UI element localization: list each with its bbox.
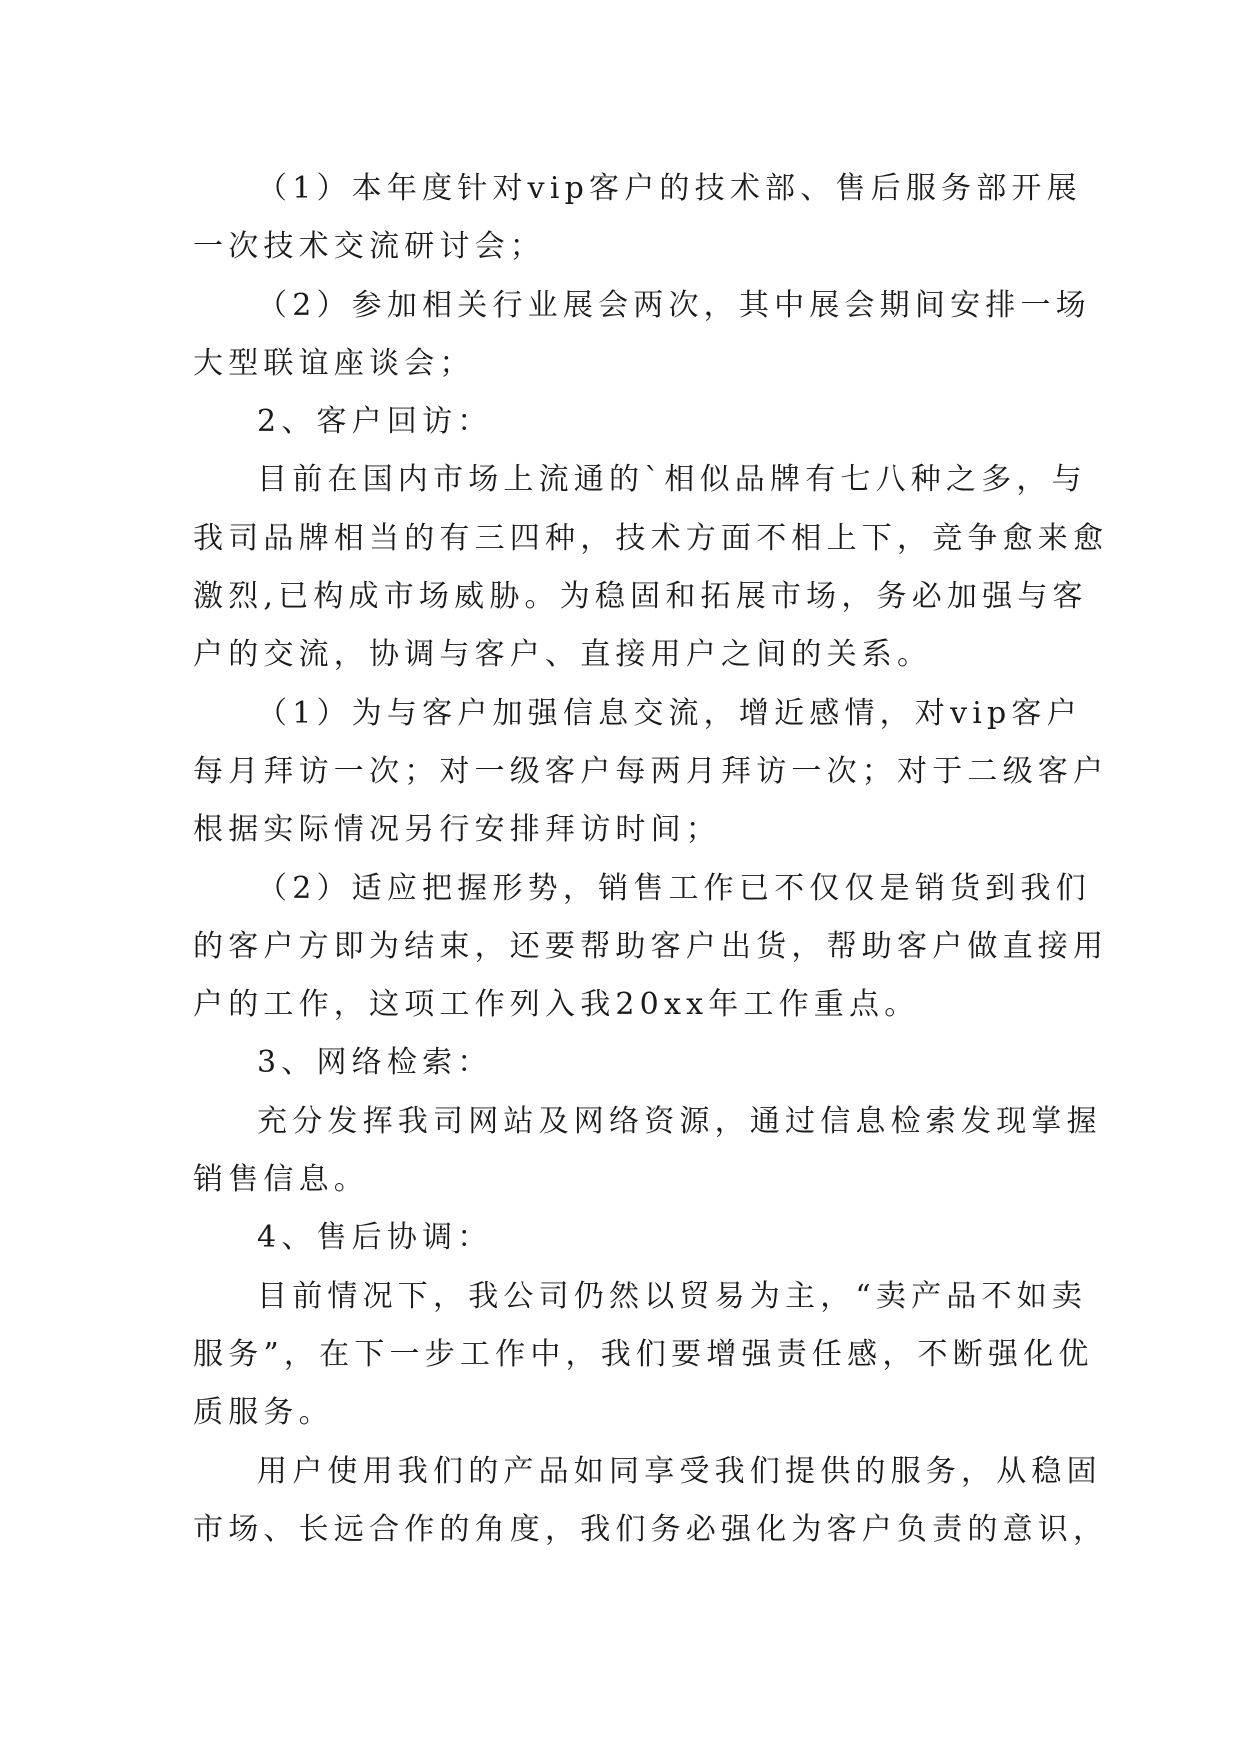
section-heading: 4、售后协调： [257,1220,493,1256]
paragraph-line: 质服务。 [193,1395,334,1431]
paragraph-line: 目前在国内市场上流通的`相似品牌有七八种之多，与 [257,462,1087,498]
paragraph-line: （2）参加相关行业展会两次，其中展会期间安排一场 [257,287,1091,323]
paragraph-line: 根据实际情况另行安排拜访时间； [193,812,721,848]
paragraph-line: 服务”，在下一步工作中，我们要增强责任感，不断强化优 [193,1336,1094,1372]
paragraph-line: 的客户方即为结束，还要帮助客户出货，帮助客户做直接用 [193,928,1109,964]
document-body [193,160,1109,1559]
section-heading: 2、客户回访： [257,404,493,440]
paragraph-line: 市场、长远合作的角度，我们务必强化为客户负责的意识， [193,1511,1109,1547]
paragraph-line: （2）适应把握形势，销售工作已不仅仅是销货到我们 [257,870,1091,906]
paragraph-line: （1）本年度针对vip客户的技术部、售后服务部开展 [257,171,1082,206]
paragraph-line: 一次技术交流研讨会； [193,229,545,265]
paragraph-line: 户的交流，协调与客户、直接用户之间的关系。 [193,637,933,673]
paragraph-line: 用户使用我们的产品如同享受我们提供的服务，从稳固 [257,1453,1102,1489]
paragraph-line: 目前情况下，我公司仍然以贸易为主，“卖产品不如卖 [257,1278,1088,1314]
paragraph-line: （1）为与客户加强信息交流，增近感情，对vip客户 [257,695,1082,731]
section-heading: 3、网络检索： [257,1045,493,1081]
paragraph-line: 销售信息。 [193,1162,369,1198]
paragraph-line: 户的工作，这项工作列入我20xx年工作重点。 [193,987,920,1023]
paragraph-line: 激烈,已构成市场威胁。为稳固和拓展市场，务必加强与客 [193,579,1088,615]
paragraph-line: 大型联谊座谈会； [193,345,475,381]
paragraph-line: 我司品牌相当的有三四种，技术方面不相上下，竞争愈来愈 [193,520,1109,556]
paragraph-line: 充分发挥我司网站及网络资源，通过信息检索发现掌握 [257,1103,1102,1139]
paragraph-line: 每月拜访一次；对一级客户每两月拜访一次；对于二级客户 [193,753,1109,789]
